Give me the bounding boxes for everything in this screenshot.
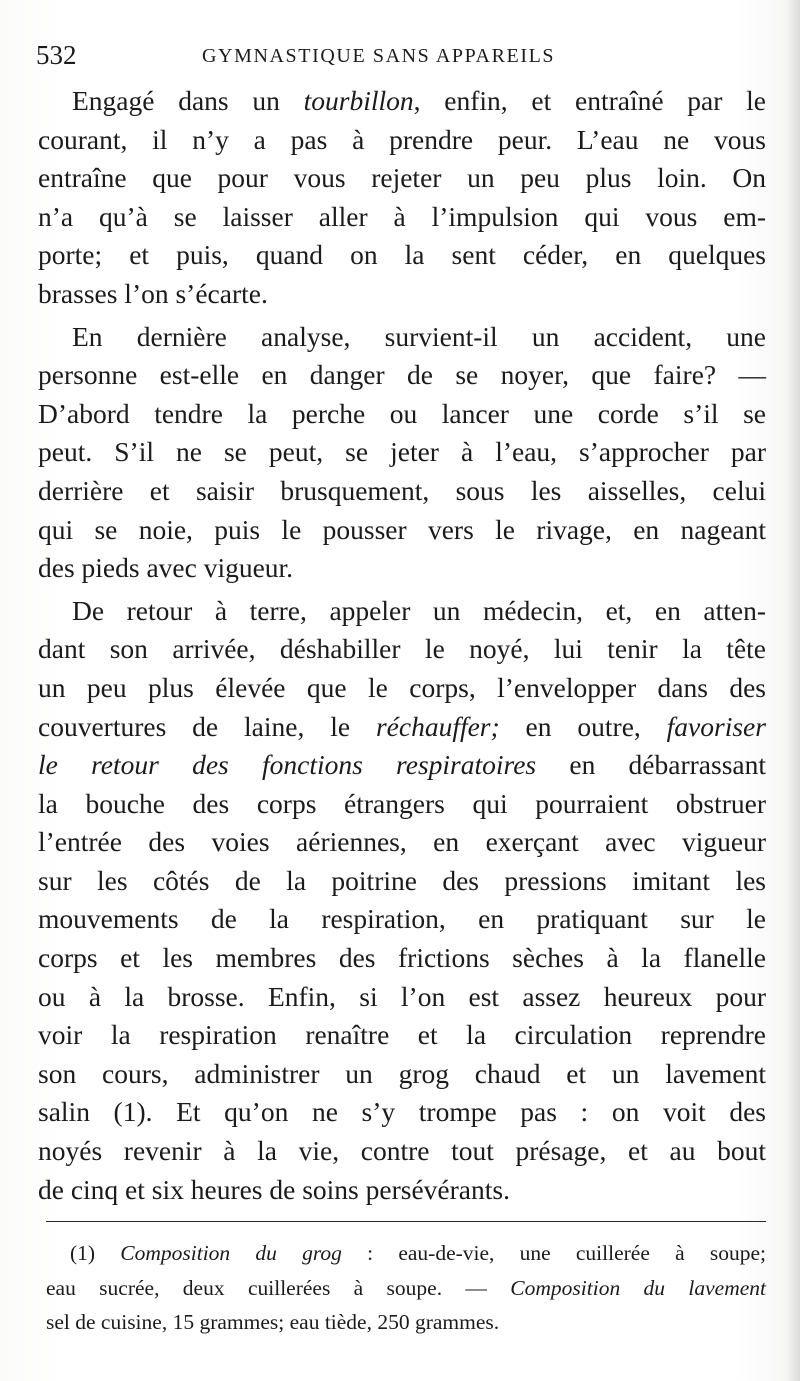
body-text bbox=[38, 82, 766, 1209]
text-run: sur les côtés de la poitrine des pressions imitant les bbox=[38, 864, 766, 896]
paragraph bbox=[38, 82, 766, 314]
footnote-line bbox=[46, 1305, 766, 1340]
running-head bbox=[36, 38, 766, 72]
text-run: noyés revenir à la vie, contre tout présage, et au bout bbox=[38, 1135, 766, 1167]
text-run: personne est-elle en danger de se noyer, que faire? — bbox=[38, 359, 766, 391]
text-line bbox=[38, 1055, 766, 1094]
text-line bbox=[38, 395, 766, 434]
footnote-line bbox=[46, 1271, 766, 1306]
italic-text-run: le retour des fonctions respiratoires bbox=[38, 749, 537, 781]
text-line bbox=[38, 669, 766, 708]
text-line bbox=[38, 1016, 766, 1055]
text-run: des pieds avec vigueur. bbox=[38, 552, 294, 584]
page-edge-shadow bbox=[786, 0, 800, 1381]
text-run: l’entrée des voies aériennes, en exerçant avec vigueur bbox=[38, 826, 766, 858]
text-run: dant son arrivée, déshabiller le noyé, lui tenir la tête bbox=[38, 633, 766, 665]
italic-text-run: Composition du lavement bbox=[510, 1275, 766, 1300]
text-line bbox=[38, 862, 766, 901]
text-run: corps et les membres des frictions sèches à la flanelle bbox=[38, 942, 766, 974]
text-line bbox=[38, 630, 766, 669]
text-run: sel de cuisine, 15 grammes; eau tiède, 250 grammes. bbox=[46, 1310, 500, 1334]
text-run: son cours, administrer un grog chaud et un lavement bbox=[38, 1057, 766, 1089]
footnote-line bbox=[46, 1236, 766, 1271]
text-run: En dernière analyse, survient-il un accident, une bbox=[72, 320, 766, 352]
text-run: la bouche des corps étrangers qui pourraient obstruer bbox=[38, 787, 766, 819]
text-line bbox=[38, 236, 766, 275]
text-run: : eau-de-vie, une cuillerée à soupe; bbox=[341, 1241, 766, 1265]
text-line bbox=[38, 159, 766, 198]
text-line bbox=[38, 746, 766, 785]
text-line bbox=[38, 978, 766, 1017]
italic-text-run: réchauffer; bbox=[375, 710, 500, 742]
text-run: en débarrassant bbox=[536, 749, 766, 781]
text-line bbox=[38, 275, 766, 314]
text-line bbox=[38, 1132, 766, 1171]
text-run: brasses l’on s’écarte. bbox=[38, 277, 268, 309]
italic-text-run: tourbillon bbox=[303, 85, 414, 116]
text-run: ou à la brosse. Enfin, si l’on est assez heureux pour bbox=[38, 980, 766, 1012]
text-run: qui se noie, puis le pousser vers le rivage, en nageant bbox=[38, 513, 766, 545]
text-line bbox=[38, 549, 766, 588]
footnote bbox=[46, 1236, 766, 1340]
paragraph bbox=[38, 592, 766, 1210]
text-run: mouvements de la respiration, en pratiquant sur le bbox=[38, 903, 766, 935]
page-number: 532 bbox=[36, 40, 77, 70]
text-line bbox=[38, 511, 766, 550]
text-line bbox=[38, 1093, 766, 1132]
running-title: GYMNASTIQUE SANS APPAREILS bbox=[202, 45, 556, 67]
text-line bbox=[38, 198, 766, 237]
italic-text-run: Composition du grog bbox=[120, 1241, 342, 1265]
footnote-rule bbox=[46, 1221, 766, 1222]
text-line bbox=[38, 785, 766, 824]
italic-text-run: favoriser bbox=[666, 710, 766, 742]
text-line bbox=[38, 1171, 766, 1210]
text-line bbox=[38, 318, 766, 357]
paragraph bbox=[38, 318, 766, 588]
text-run: De retour à terre, appeler un médecin, et, en atten- bbox=[72, 594, 766, 626]
text-run: (1) bbox=[70, 1241, 121, 1265]
text-line bbox=[38, 939, 766, 978]
text-line bbox=[38, 708, 766, 747]
text-run: salin (1). Et qu’on ne s’y trompe pas : on voit des bbox=[38, 1096, 766, 1128]
text-run: en outre, bbox=[499, 710, 667, 742]
text-line bbox=[38, 82, 766, 121]
text-line bbox=[38, 121, 766, 160]
text-run: , enfin, et entraîné par le bbox=[413, 85, 766, 116]
text-line bbox=[38, 900, 766, 939]
text-line bbox=[38, 433, 766, 472]
text-run: derrière et saisir brusquement, sous les aisselles, celui bbox=[38, 474, 766, 506]
text-line bbox=[38, 823, 766, 862]
text-run: n’a qu’à se laisser aller à l’impulsion qui vous em- bbox=[38, 200, 766, 232]
text-run: peut. S’il ne se peut, se jeter à l’eau, s’approcher par bbox=[38, 436, 766, 468]
text-run: un peu plus élevée que le corps, l’envelopper dans des bbox=[38, 671, 766, 703]
text-run: eau sucrée, deux cuillerées à soupe. — bbox=[46, 1275, 511, 1300]
text-run: couvertures de laine, le bbox=[38, 710, 376, 742]
text-line bbox=[38, 592, 766, 631]
text-line bbox=[38, 356, 766, 395]
text-run: porte; et puis, quand on la sent céder, en quelques bbox=[38, 239, 766, 271]
text-line bbox=[38, 472, 766, 511]
text-run: de cinq et six heures de soins persévérants. bbox=[38, 1173, 510, 1205]
text-run: Engagé dans un bbox=[72, 85, 304, 116]
text-run: entraîne que pour vous rejeter un peu plus loin. On bbox=[38, 162, 766, 194]
text-run: D’abord tendre la perche ou lancer une corde s’il se bbox=[38, 397, 766, 429]
text-run: voir la respiration renaître et la circulation reprendre bbox=[38, 1019, 766, 1051]
text-run: courant, il n’y a pas à prendre peur. L’eau ne vous bbox=[38, 123, 766, 155]
